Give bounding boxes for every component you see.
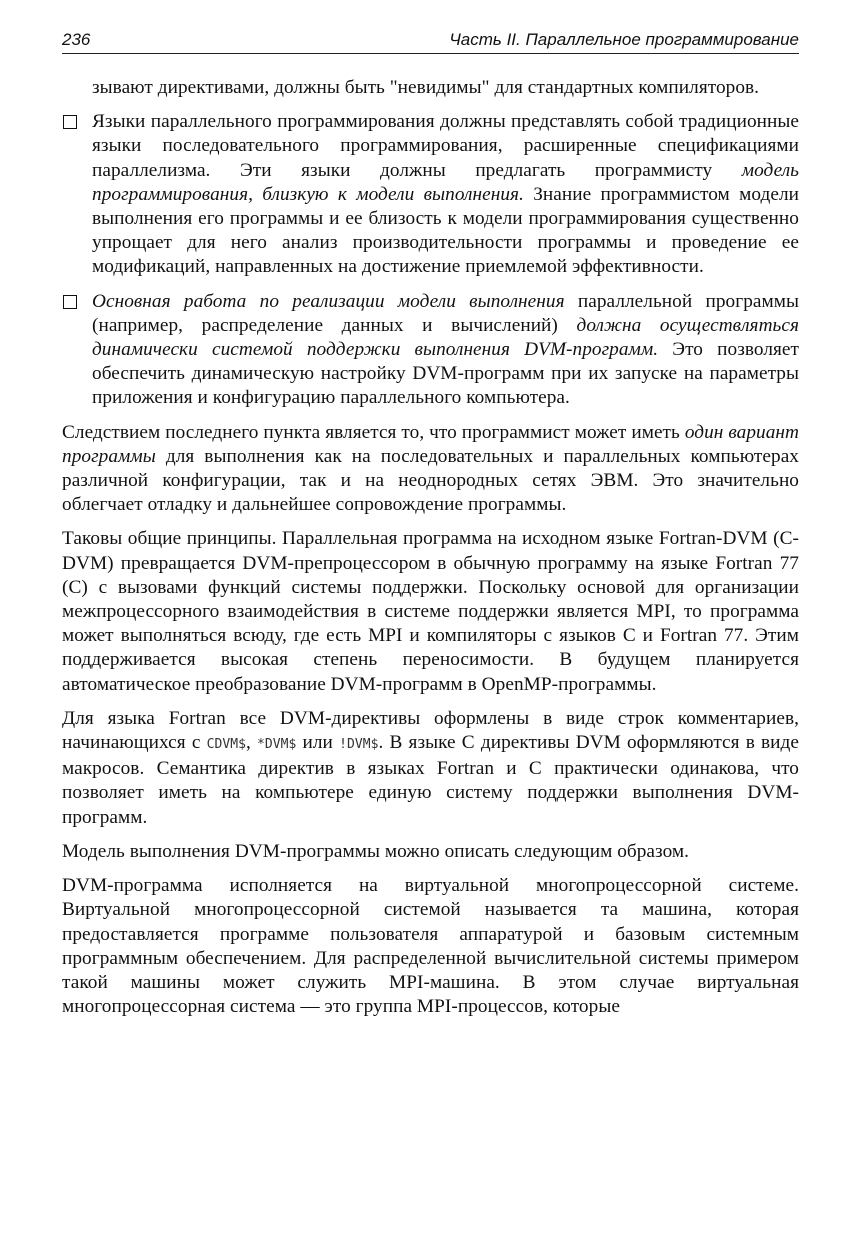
bullet-emphasis: модель программирования, близкую к модели выполнения. [92, 159, 799, 205]
checkbox-bullet-icon [63, 295, 77, 309]
continuation-text: зывают директивами, должны быть "невидимы" для стандартных компиляторов. [92, 77, 760, 98]
bullet-emphasis: должна осуществляться динамически системой поддержки выполнения DVM-программ. [92, 314, 799, 361]
running-title: Часть II. Параллельное программирование [449, 30, 799, 49]
paragraph-text: , [245, 732, 257, 754]
code-snippet: *DVM$ [256, 737, 297, 753]
paragraph: Модель выполнения DVM-программы можно описать следующим образом. [62, 840, 690, 862]
paragraph: DVM-программа исполняется на виртуальной многопроцессорной системе. Виртуальной многопроцессорной системой называется та машина, которая предоставляется программе пользователя аппаратурой и базовым системным программным обеспечением. Для распределенной вычислительной системы примером такой машины может служить MPI-машина. В этом случае виртуальная многопроцессорная система — это группа MPI-процессов, которые [62, 875, 799, 1018]
bullet-text-part: Языки параллельного программирования должны представлять собой традиционные языки последовательного программирования, расширенные спецификациями параллелизма. Эти языки должны предлагать программисту [92, 111, 799, 181]
paragraph-text: для выполнения как на последовательных и параллельных компьютерах различной конфигурации, так и на неоднородных сетях ЭВМ. Это значительно облегчает отладку и дальнейшее сопровождение программы. [62, 445, 799, 516]
paragraph-text: Следствием последнего пункта является то, что программист может иметь [62, 421, 685, 443]
running-header [62, 26, 799, 54]
bullet-emphasis: Основная работа по реализации модели выполнения [92, 290, 565, 312]
bullet-text [92, 290, 799, 411]
bullet-item [62, 110, 799, 279]
page-body [62, 76, 799, 1019]
bullet-text-part: параллельной программы (например, распределение данных и вычислений) [92, 290, 800, 336]
paragraph-text: или [296, 732, 340, 754]
code-snippet: !DVM$ [339, 737, 379, 753]
book-page [62, 26, 799, 1029]
bullet-text-part: Это позволяет обеспечить динамическую настройку DVM-программ при их запуске на параметры приложения и конфигурацию параллельного компьютера. [92, 339, 799, 409]
paragraph-emphasis: один вариант программы [62, 421, 799, 467]
bullet-text [92, 110, 799, 279]
paragraph [62, 707, 799, 830]
paragraph [62, 421, 799, 518]
code-snippet: CDVM$ [206, 737, 246, 753]
checkbox-bullet-icon [63, 115, 77, 129]
paragraph-text: . В языке С директивы DVM оформляются в виде макросов. Семантика директив в языках Fortran и С практически одинакова, что позволяет иметь на компьютере единую систему поддержки выполнения DVM-программ. [62, 732, 800, 828]
bullet-item [62, 290, 799, 411]
bullet-text-part: Знание программистом модели выполнения его программы и ее близость к модели программирования существенно упрощает для него анализ производительности программы и проведение ее модификаций, направленных на достижение приемлемой эффективности. [92, 183, 799, 278]
page-number: 236 [62, 30, 91, 49]
paragraph-text: Для языка Fortran все DVM-директивы оформлены в виде строк комментариев, начинающихся с [62, 707, 799, 754]
paragraph: Таковы общие принципы. Параллельная программа на исходном языке Fortran-DVM (C-DVM) превращается DVM-препроцессором в обычную программу на языке Fortran 77 (С) с вызовами функций системы поддержки. Поскольку основой для организации межпроцессорного взаимодействия в системе поддержки является MPI, то программа может выполняться всюду, где есть MPI и компиляторы с языков С и Fortran 77. Этим поддерживается высокая степень переносимости. В будущем планируется автоматическое преобразование DVM-программ в OpenMP-программы. [62, 528, 799, 695]
